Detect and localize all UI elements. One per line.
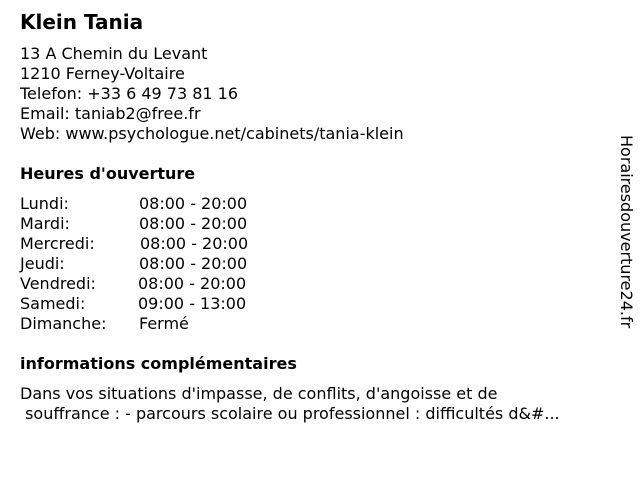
day-hours: 08:00 - 20:00 bbox=[138, 274, 247, 293]
day-hours: 08:00 - 20:00 bbox=[139, 254, 248, 273]
day-hours: 08:00 - 20:00 bbox=[140, 234, 249, 253]
day-label: Samedi: bbox=[20, 294, 86, 313]
business-name: Klein Tania bbox=[20, 10, 144, 34]
contact-block bbox=[20, 44, 404, 144]
day-label: Lundi: bbox=[20, 194, 69, 213]
website-url: Web: www.psychologue.net/cabinets/tania-klein bbox=[20, 124, 404, 143]
hours-row-mardi bbox=[20, 214, 320, 234]
day-label: Mercredi: bbox=[20, 234, 95, 253]
opening-hours-table bbox=[20, 194, 320, 334]
day-label: Jeudi: bbox=[20, 254, 65, 273]
description-line: souffrance : - parcours scolaire ou professionnel : difficultés d&#... bbox=[20, 404, 560, 423]
email-address: Email: taniab2@free.fr bbox=[20, 104, 201, 123]
additional-info-text bbox=[20, 384, 630, 424]
hours-row-dimanche bbox=[20, 314, 320, 334]
day-label: Dimanche: bbox=[20, 314, 107, 333]
hours-row-samedi bbox=[20, 294, 320, 314]
opening-hours-heading: Heures d'ouverture bbox=[20, 164, 196, 183]
hours-row-jeudi bbox=[20, 254, 320, 274]
hours-row-lundi bbox=[20, 194, 320, 214]
additional-info-heading: informations complémentaires bbox=[20, 354, 297, 373]
day-hours: Fermé bbox=[139, 314, 189, 333]
hours-row-mercredi bbox=[20, 234, 320, 254]
day-hours: 08:00 - 20:00 bbox=[139, 194, 248, 213]
description-line: Dans vos situations d'impasse, de conflits, d'angoisse et de bbox=[20, 384, 498, 403]
site-watermark: Horairesdouverture24.fr bbox=[617, 135, 636, 329]
day-hours: 09:00 - 13:00 bbox=[138, 294, 247, 313]
day-label: Vendredi: bbox=[20, 274, 96, 293]
hours-row-vendredi bbox=[20, 274, 320, 294]
phone-number: Telefon: +33 6 49 73 81 16 bbox=[20, 84, 239, 103]
day-label: Mardi: bbox=[20, 214, 70, 233]
address-street: 13 A Chemin du Levant bbox=[20, 44, 208, 63]
address-city: 1210 Ferney-Voltaire bbox=[20, 64, 185, 83]
day-hours: 08:00 - 20:00 bbox=[139, 214, 248, 233]
